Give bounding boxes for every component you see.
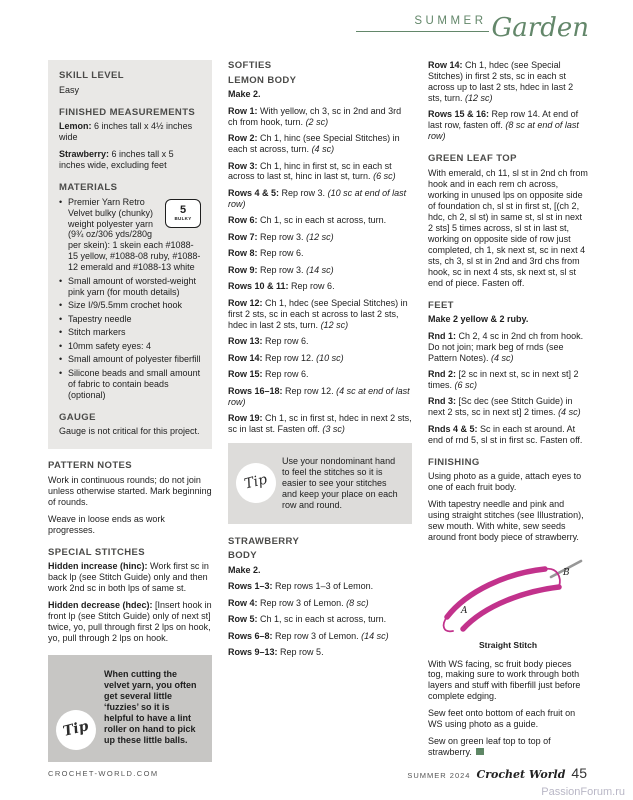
row-label: Row 7: [228,231,258,242]
row-text: Ch 1, sc in each st across, turn. [260,215,387,226]
stitch-count: (4 sc) [311,144,335,155]
instruction-row [428,424,588,446]
feet-heading: FEET [428,299,454,311]
measurement-label: Strawberry: [59,149,110,160]
row-label: Rnd 2: [428,368,456,379]
row-text: Rep row 14. At end of last row, fasten off. [428,109,579,131]
row-label: Rows 10 & 11: [228,281,289,292]
row-label: Row 19: [228,412,263,423]
end-of-pattern-icon [476,748,484,755]
row-text: Ch 1, sc in first st, hdec in next 2 sts, sc in last st. Fasten off. [228,412,412,434]
stitch-count: (10 sc at end of last row) [228,187,407,209]
stitch-label-a: A [461,606,468,617]
stitch-count: (4 sc) [491,352,514,363]
footer-magazine-name: Crochet World [476,767,566,781]
instruction-row [428,109,588,142]
straight-stitch-drawing [433,549,583,637]
middle-column [228,60,412,762]
instruction-row [228,248,412,259]
finishing-heading: FINISHING [428,456,480,468]
row-label: Rnd 1: [428,330,456,341]
instruction-row [228,161,412,183]
pattern-notes-heading: PATTERN NOTES [48,460,133,472]
row-text: Rep row 12. [265,352,314,363]
row-text: Rep row 12. [285,385,334,396]
strawberry-heading: STRAWBERRY [228,535,300,547]
finishing-paragraph: Sew feet onto bottom of each fruit on WS using photo as a guide. [428,708,576,730]
special-stitch-label: Hidden increase (hinc): [48,561,148,572]
stitch-count: (10 sc) [316,352,344,363]
row-label: Row 4: [228,597,258,608]
material-item: • Silicone beads and small amount of fabric to contain beads (optional) [59,368,201,401]
skill-level-value: Easy [59,84,80,95]
row-text: Ch 1, hinc in first st, sc in each st across to last st, hinc in last st, turn. [228,160,392,182]
make-note-text: Make 2 yellow & 2 ruby. [428,314,529,325]
row-text: Ch 2, 4 sc in 2nd ch from hook. Do not join; mark beg of rnds (see Pattern Notes). [428,330,584,363]
straight-stitch-caption: Straight Stitch [478,640,538,651]
special-stitch-item [48,561,212,594]
lemon-body-heading: LEMON BODY [228,74,297,86]
row-text: [2 sc in next st, sc in next st] 2 times. [428,368,579,390]
instruction-row [228,413,412,435]
straight-stitch-illustration [428,549,588,640]
stitch-count: (6 sc) [454,379,478,390]
tip-bubble-icon [52,706,100,754]
special-stitch-item [48,600,212,644]
row-label: Rnds 4 & 5: [428,423,478,434]
measurement-item [59,149,201,171]
row-text: Rep row 3 of Lemon. [260,597,344,608]
measurements-heading: FINISHED MEASUREMENTS [59,106,196,118]
stitch-count: (12 sc) [306,231,334,242]
row-label: Rnd 3: [428,396,456,407]
softies-heading: SOFTIES [228,60,272,71]
row-text: Ch 1, hdec (see Special Stitches) in first 2 sts, sc in each st across up to last 2 sts, hdec in last 2 sts, turn. [428,60,574,103]
masthead-garden: Garden [491,12,589,43]
measurement-label: Lemon: [59,121,92,132]
footer-issue-info [407,765,587,782]
row-label: Rows 9–13: [228,647,278,658]
instruction-row [428,60,588,104]
row-text: Rep row 3. [260,231,304,242]
tip-bubble-icon [232,459,280,507]
instruction-row [228,188,412,210]
instruction-row [228,133,412,155]
tip-label: Tip [61,718,91,741]
strawberry-body-subheading: BODY [228,550,258,562]
tip-text: Use your nondominant hand to feel the stitches so it is easier to see your stitches and keep your place on each row and round. [282,455,398,510]
material-item: • Size I/9/5.5mm crochet hook [59,300,201,311]
yarn-weight-label: BULKY [174,215,192,221]
materials-heading: MATERIALS [59,182,118,193]
measurement-text: 6 inches tall x 5 inches wide, excluding feet [59,149,174,171]
pattern-notes-section [48,449,212,650]
content-columns [48,60,588,762]
yarn-weight-number: 5 [179,203,187,216]
row-label: Rows 1–3: [228,581,273,592]
stitch-count: (3 sc) [322,423,345,434]
green-leaf-top-heading: GREEN LEAF TOP [428,153,517,165]
instruction-row [228,631,412,642]
row-text: Ch 1, sc in each st across, turn. [260,614,387,625]
materials-list [59,197,201,401]
masthead [356,12,589,43]
row-text: Rep row 6. [265,369,309,380]
row-text: Rep row 6. [265,336,309,347]
row-label: Row 15: [228,369,263,380]
row-label: Row 3: [228,160,258,171]
footer-website: CROCHET-WORLD.COM [48,768,159,778]
row-text: Rep row 5. [280,647,324,658]
instruction-row [228,281,412,292]
instruction-row [228,232,412,243]
row-text: Rep row 6. [291,281,335,292]
row-label: Row 14: [428,60,463,70]
make-note-text: Make 2. [228,564,261,575]
instruction-row [228,369,412,380]
row-label: Rows 4 & 5: [228,187,280,198]
skill-level-heading: SKILL LEVEL [59,70,124,81]
left-column [48,60,212,762]
material-item: • Tapestry needle [59,314,201,325]
stitch-count: (14 sc) [306,264,334,275]
stitch-count: (4 sc) [558,407,581,418]
gauge-text: Gauge is not critical for this project. [59,426,200,437]
measurement-text: 6 inches tall x 4½ inches wide [59,121,193,143]
instruction-row [228,647,412,658]
special-stitch-text: [Insert hook in front lp (see Stitch Guide) only of next st] twice, yo, pull through first 2 lps on hook, yo, pull through 2 lps on hook. [48,600,212,643]
special-stitch-label: Hidden decrease (hdec): [48,600,153,610]
page-number: 45 [571,764,587,781]
right-column [428,60,588,762]
row-label: Rows 16–18: [228,385,283,396]
stitch-label-b: B [563,568,570,579]
row-text: Ch 1, hdec (see Special Stitches) in first 2 sts, sc in each st across to last 2 sts, hdec in last 2 sts, turn. [228,297,408,330]
pattern-info-box [48,60,212,449]
tip-text: When cutting the velvet yarn, you often get several little ‘fuzzies’ so it is helpful to have a lint roller on hand to pick up these little balls. [104,669,197,746]
row-text: Rep row 3 of Lemon. [275,630,359,641]
row-text: Rep row 3. [260,264,304,275]
gauge-heading: GAUGE [59,411,96,423]
row-text: Ch 1, hinc (see Special Stitches) in each st across, turn. [228,133,400,155]
finishing-paragraph-text: Sew on green leaf top to top of strawberry. [428,736,551,758]
instruction-row [428,369,588,391]
finishing-paragraph: With WS facing, sc fruit body pieces tog, making sure to work through both layers and stuff with fiberfill just before complete edging. [428,658,581,702]
instruction-row [228,581,412,592]
row-label: Row 1: [228,105,258,116]
row-text: [Sc dec (see Stitch Guide) in next 2 sts, sc in next st] 2 times. [428,396,573,418]
masthead-summer: SUMMER [356,16,488,32]
instruction-row [228,106,412,128]
instruction-row [228,386,412,408]
instruction-row [428,396,588,418]
material-item: • Stitch markers [59,327,201,338]
watermark: PassionForum.ru [541,785,625,798]
row-label: Rows 15 & 16: [428,109,490,120]
tip-box-nondominant-hand [228,443,412,524]
instruction-row [228,298,412,331]
special-stitches-heading: SPECIAL STITCHES [48,546,146,558]
row-label: Row 9: [228,264,258,275]
row-text: With yellow, ch 3, sc in 2nd and 3rd ch from hook, turn. [228,105,402,127]
special-stitch-text: Work first sc in back lp (see Stitch Guide) only and then work 2nd sc in both lps of same st. [48,561,209,594]
footer-issue-date: SUMMER 2024 [407,770,471,780]
row-text: Sc in each st around. At end of rnd 5, sl st in first sc. Fasten off. [428,423,583,445]
row-text: Rep row 3. [281,187,326,198]
row-text: Rep row 6. [260,248,304,259]
stitch-count: (6 sc) [373,171,396,182]
material-item: • Small amount of worsted-weight pink yarn (for mouth details) [59,276,201,298]
make-note [428,314,588,325]
instruction-row [428,331,588,364]
make-note [228,89,412,100]
row-label: Row 2: [228,133,258,144]
stitch-count: (2 sc) [305,116,329,127]
instruction-row [228,614,412,625]
instruction-row [228,336,412,347]
material-item: • Premier Yarn Retro Velvet bulky (chunky) weight polyester yarn (9¾ oz/306 yds/280g per skein): 1 skein each #1088-15 yellow, #1088-08 ruby, #1088-12 emerald and #1088-13 white [59,197,201,274]
green-leaf-instructions: With emerald, ch 11, sl st in 2nd ch from hook and in each rem ch across, working in unused lps on opposite side of foundation ch, sl st in first st, [(ch 2, hdc, ch 2, sl st) in same st, sl st in next 2 sts] 5 times across, sl st in last st, working on opposite side of row just completed, ch 1, sk next st, sc in next 4 sts, ch 3, sl st in 2nd and 3rd chs from hook, sc in next 4 sts, sk next st, sl st end of piece. Fasten off. [428,167,588,288]
stitch-count: (12 sc) [465,92,493,103]
instruction-row [228,215,412,226]
row-label: Row 5: [228,614,258,625]
row-text: Rep rows 1–3 of Lemon. [275,581,374,592]
row-label: Rows 6–8: [228,630,273,641]
material-item: • Small amount of polyester fiberfill [59,354,201,365]
stitch-count: (14 sc) [361,630,389,641]
stitch-count: (8 sc) [346,597,369,608]
row-label: Row 12: [228,297,263,308]
stitch-count: (4 sc at end of last row) [228,385,410,407]
tip-label: Tip [242,472,269,494]
row-label: Row 13: [228,336,263,347]
pattern-notes-paragraph: Weave in loose ends as work progresses. [48,513,165,535]
row-label: Row 14: [228,352,263,363]
row-label: Row 8: [228,248,258,259]
make-note-text: Make 2. [228,89,261,100]
finishing-paragraph: With tapestry needle and pink and using straight stitches (see Illustration), sew mouth. With white, sew seeds around front body piece of strawberry. [428,499,584,543]
stitch-count: (12 sc) [320,319,349,330]
instruction-row [228,353,412,364]
instruction-row [228,265,412,276]
instruction-row [228,598,412,609]
measurement-item [59,121,201,143]
material-item: • 10mm safety eyes: 4 [59,341,201,352]
pattern-notes-paragraph: Work in continuous rounds; do not join unless otherwise started. Mark beginning of rounds. [48,474,212,507]
tip-box-velvet-yarn [48,655,212,762]
finishing-paragraph: Using photo as a guide, attach eyes to one of each fruit body. [428,471,582,493]
row-label: Row 6: [228,215,258,226]
finishing-paragraph [428,736,588,758]
make-note [228,565,412,576]
stitch-count: (8 sc at end of last row) [428,120,579,142]
